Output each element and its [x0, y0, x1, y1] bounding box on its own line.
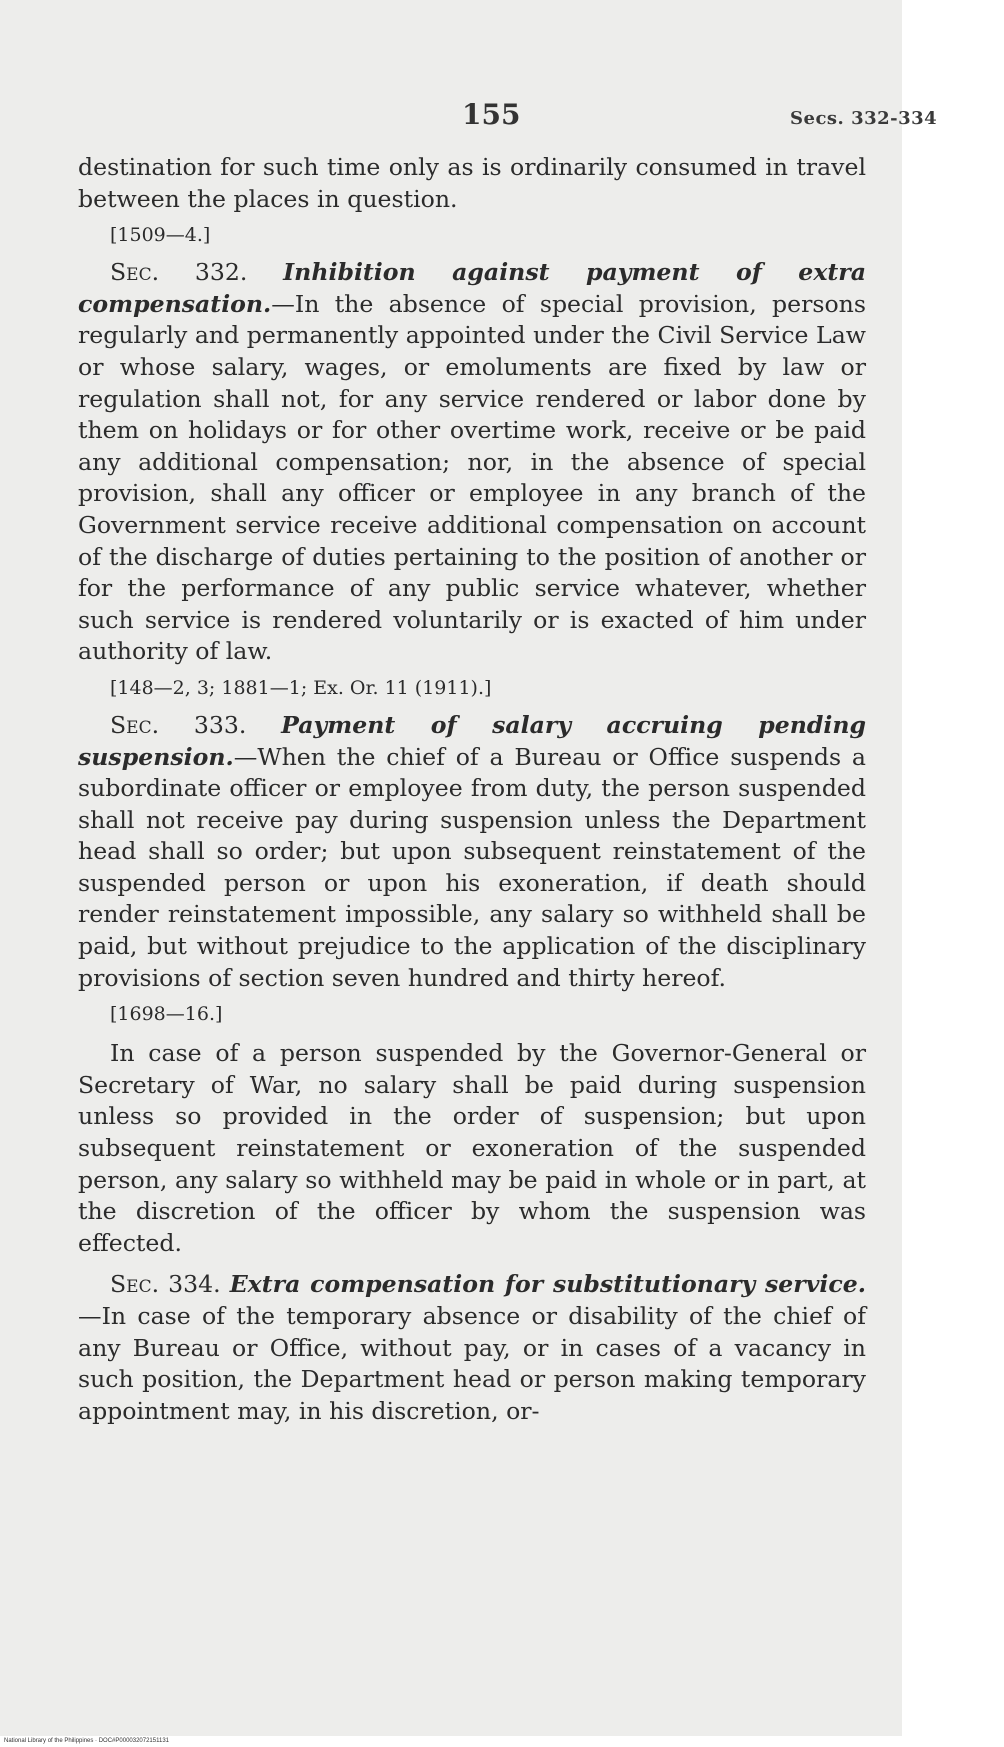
section-title: Payment of salary accruing pending suspension.: [78, 710, 866, 771]
scan-margin-strip: [902, 0, 1004, 1737]
running-head: Secs. 332-334: [790, 108, 938, 129]
archive-stamp: National Library of the Philippines · DOC#P000032072151131: [4, 1738, 169, 1744]
section-label: Sec. 333.: [110, 710, 247, 739]
citation: [1698—16.]: [110, 1003, 223, 1026]
paragraph-continuation: destination for such time only as is ordinarily consumed in travel between the places in question.: [78, 153, 866, 213]
section-body: —In case of the temporary absence or disability of the chief of any Bureau or Office, without pay, or in cases of a vacancy in such position, the Department head or person making temporary appointment may, in his discretion, or-: [78, 1302, 866, 1425]
section-title: Extra compensation for substitutionary service.: [229, 1270, 866, 1299]
section-body: —In the absence of special provision, persons regularly and permanently appointed under the Civil Service Law or whose salary, wages, or emoluments are fixed by law or regulation shall not, for any service rendered or labor done by them on holidays or for other overtime work, receive or be paid any additional compensation; nor, in the absence of special provision, shall any officer or employee in any branch of the Government service receive additional compensation on account of the discharge of duties pertaining to the position of another or for the performance of any public service whatever, whether such service is rendered voluntarily or is exacted of him under authority of law.: [78, 289, 866, 666]
citation: [148—2, 3; 1881—1; Ex. Or. 11 (1911).]: [110, 676, 492, 699]
page-number: 155: [462, 98, 521, 131]
paragraph-suspension-by-governor: In case of a person suspended by the Governor-General or Secretary of War, no salary shall be paid during suspension unless so provided in the order of suspension; but upon subsequent reinstatement or exoneration of the suspended person, any salary so withheld may be paid in whole or in part, at the discretion of the officer by whom the suspension was effected.: [78, 1039, 866, 1257]
section-334: [78, 1269, 866, 1427]
section-title: Inhibition against payment of extra compensation.: [78, 258, 866, 318]
section-332: [78, 257, 866, 668]
section-body: —When the chief of a Bureau or Office suspends a subordinate officer or employee from duty, the person suspended shall not receive pay during suspension unless the Department head shall so order; but upon subsequent reinstatement of the suspended person or upon his exoneration, if death should render reinstatement impossible, any salary so withheld shall be paid, but without prejudice to the application of the disciplinary provisions of section seven hundred and thirty hereof.: [78, 742, 866, 992]
citation: [1509—4.]: [110, 224, 211, 247]
section-333: [78, 710, 866, 994]
section-label: Sec. 332.: [110, 258, 248, 287]
body-text: [78, 152, 866, 1427]
section-label: Sec. 334.: [110, 1270, 221, 1299]
